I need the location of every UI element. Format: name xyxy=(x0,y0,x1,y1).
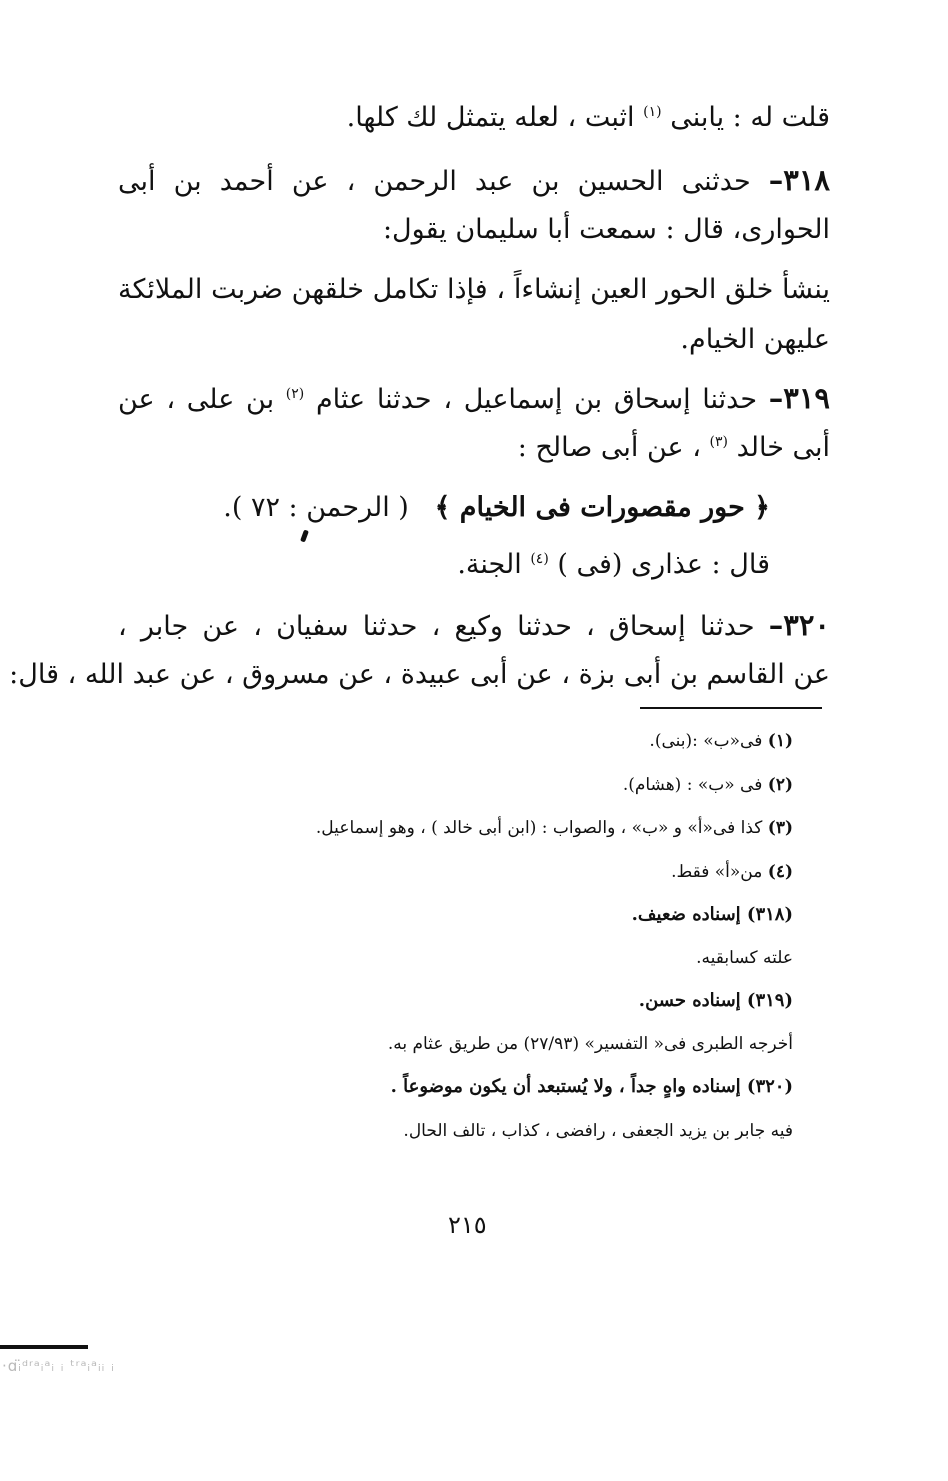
hadith-318-line-1: ٣١٨– حدثنى الحسين بن عبد الرحمن ، عن أحمد بن أبى xyxy=(118,163,830,197)
grading-319-title: (٣١٩) إسناده حسن. xyxy=(638,990,793,1011)
hadith-number-318: ٣١٨– xyxy=(768,163,830,197)
hadith-318-line-2: الحوارى، قال : سمعت أبا سليمان يقول: xyxy=(382,214,830,245)
text-line-1: قلت له : يابنى $^{(١)}$ اثبت ، لعله يتمثل لك كلها. xyxy=(346,102,830,133)
grading-318-text: علته كسابقيه. xyxy=(696,948,793,968)
footnote-ref-1: (١) xyxy=(643,104,662,120)
grading-319-text: أخرجه الطبرى فى« التفسير» (٢٧/٩٣) من طريق عثام به. xyxy=(387,1034,793,1054)
grading-320-title: (٣٢٠) إسناده واهٍ جداً ، ولا يُستبعد أن يكون موضوعاً . xyxy=(390,1076,793,1097)
stray-mark xyxy=(300,530,309,543)
footnote-4: (٤) من«أ» فقط. xyxy=(671,862,793,882)
hadith-320-line-1: ٣٢٠– حدثنا إسحاق ، حدثنا وكيع ، حدثنا سفيان ، عن جابر ، xyxy=(118,608,830,642)
footnote-ref-4: (٤) xyxy=(530,551,549,567)
page-number: ٢١٥ xyxy=(448,1211,487,1239)
footnote-2: (٢) فى «ب» : (هشام). xyxy=(622,775,793,795)
grading-320-text: فيه جابر بن يزيد الجعفى ، رافضى ، كذاب ، تالف الحال. xyxy=(403,1121,793,1141)
quote-318-line-1: ينشأ خلق الحور العين إنشاءاً ، فإذا تكامل خلقهن ضربت الملائكة xyxy=(118,274,830,305)
footnote-separator xyxy=(640,707,822,709)
hadith-320-line-2: عن القاسم بن أبى بزة ، عن أبى عبيدة ، عن مسروق ، عن عبد الله ، قال: xyxy=(9,659,830,690)
scan-edge-line xyxy=(0,1345,88,1349)
footnote-3: (٣) كذا فى«أ» و «ب» ، والصواب : (ابن أبى خالد ) ، وهو إسماعيل. xyxy=(315,818,793,838)
verse-reference: ( الرحمن : ٧٢ ). xyxy=(223,492,409,523)
hadith-number-319: ٣١٩– xyxy=(768,381,830,415)
quran-verse xyxy=(223,488,770,528)
grading-318-title: (٣١٨) إسناده ضعيف. xyxy=(631,904,793,925)
qala-line: قال : عذارى (فى ) $^{(٤)}$ الجنة. xyxy=(457,549,770,580)
quote-318-line-2: عليهن الخيام. xyxy=(680,324,830,355)
hadith-319-line-2: أبى خالد $^{(٣)}$ ، عن أبى صالح : xyxy=(517,432,830,463)
hadith-319-line-1: ٣١٩– حدثنا إسحاق بن إسماعيل ، حدثنا عثام $^{(٢)}$ بن على ، عن xyxy=(118,381,830,415)
footnote-1: (١) فى«ب» :(بنى). xyxy=(649,731,793,751)
footnote-ref-3: (٣) xyxy=(709,434,728,450)
hadith-number-320: ٣٢٠– xyxy=(768,608,830,642)
footnote-ref-2: (٢) xyxy=(285,386,305,402)
scan-noise: ·ɑᵢ̈ᵈʳᵃᵢᵃᵢ ᵢ ᵗʳᵃᵢᵃᵢᵢ ᵢ xyxy=(2,1357,115,1375)
verse-text: ﴿ حور مقصورات فى الخيام ﴾ xyxy=(434,492,770,523)
